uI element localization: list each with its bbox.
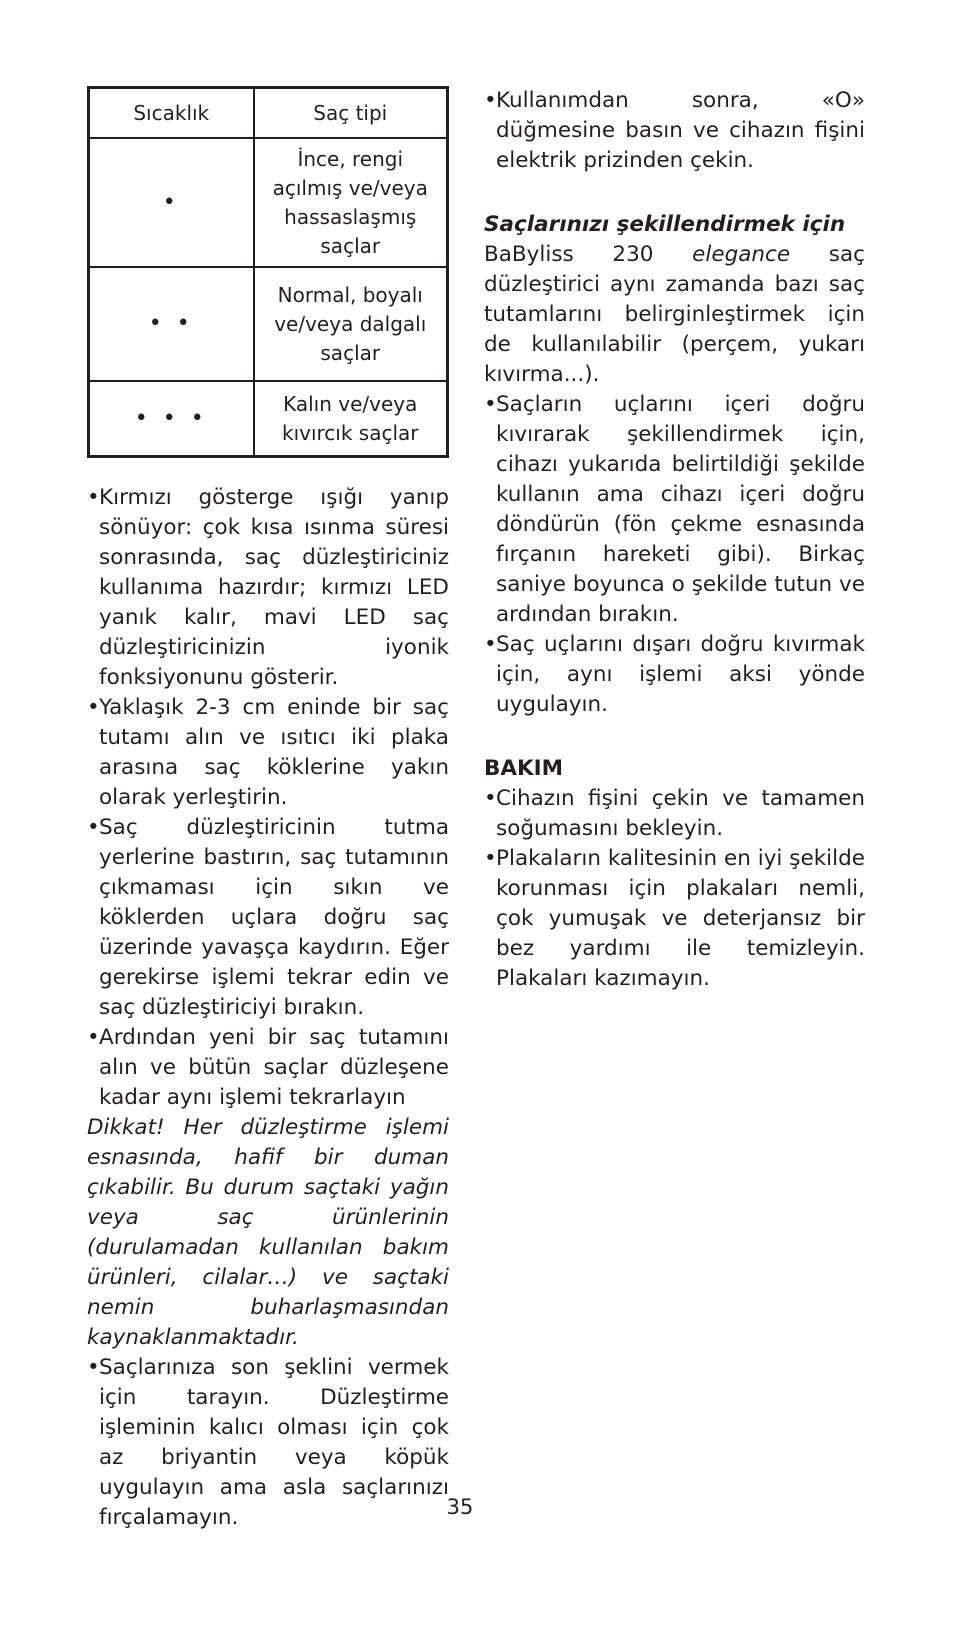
list-item: • Saçlarınıza son şeklini vermek için tarayın. Düzleştirme işleminin kalıcı olması için çok az briyantin veya köpük uygulayın ama asla saçlarınızı fırçalamayın. [87, 1353, 449, 1533]
table-row [89, 267, 448, 381]
caution-note: Dikkat! Her düzleştirme işlemi esnasında, hafif bir duman çıkabilir. Bu durum saçtaki yağın veya saç ürünlerinin (durulamadan kullanılan bakım ürünleri, cilalar…) ve saçtaki nemin buharlaşmasından kaynaklanmaktadır. [87, 1115, 449, 1350]
table-header-row [89, 88, 448, 139]
list-item: • Cihazın fişini çekin ve tamamen soğumasını bekleyin. [484, 784, 865, 844]
list-item: • Saç düzleştiricinin tutma yerlerine bastırın, saç tutamının çıkmaması için sıkın ve köklerden uçlara doğru saç üzerinde yavaşça kaydırın. Eğer gerekirse işlemi tekrar edin ve saç düzleştiriciyi bırakın. [87, 813, 449, 1023]
list-item: • Kullanımdan sonra, «O» düğmesine basın ve cihazın fişini elektrik prizinden çekin. [484, 86, 865, 176]
list-item: • Saçların uçlarını içeri doğru kıvırarak şekillendirmek için, cihazı yukarıda belirtildiği şekilde kullanın ama cihazı içeri doğru döndürün (fön çekme esnasında fırçanın hareketi gibi). Birkaç saniye boyunca o şekilde tutun ve ardından bırakın. [484, 390, 865, 630]
product-name-italic: elegance [692, 242, 791, 267]
hair-type-cell: Normal, boyalı ve/veya dalgalı saçlar [254, 267, 448, 381]
right-column [484, 86, 865, 994]
styling-paragraph [484, 240, 865, 390]
list-item: • Plakaların kalitesinin en iyi şekilde korunması için plakaları nemli, çok yumuşak ve deterjansız bir bez yardımı ile temizleyin. Plakaları kazımayın. [484, 844, 865, 994]
table-row [89, 381, 448, 457]
temperature-table [87, 86, 449, 458]
styling-text-start: BaByliss 230 [484, 242, 654, 267]
styling-list [484, 390, 865, 720]
temperature-dots: • [89, 138, 254, 267]
styling-text-end: saç düzleştirici aynı zamanda bazı saç tutamlarını belirginleştirmek için de kullanılabilir (perçem, yukarı kıvırma...). [484, 242, 865, 387]
header-temperature: Sıcaklık [89, 88, 254, 139]
list-item: • Kırmızı gösterge ışığı yanıp sönüyor: çok kısa ısınma süresi sonrasında, saç düzleştiriciniz kullanıma hazırdır; kırmızı LED yanık kalır, mavi LED saç düzleştiricinizin iyonik fonksiyonunu gösterir. [87, 483, 449, 693]
care-list [484, 784, 865, 994]
page-number: 35 [446, 1495, 474, 1519]
list-item: • Yaklaşık 2-3 cm eninde bir saç tutamı alın ve ısıtıcı iki plaka arasına saç köklerine yakın olarak yerleştirin. [87, 693, 449, 813]
table-row [89, 138, 448, 267]
temperature-dots: • • • [89, 381, 254, 457]
instructions-list [87, 483, 449, 1113]
hair-type-cell: İnce, rengi açılmış ve/veya hassaslaşmış saçlar [254, 138, 448, 267]
left-column [87, 86, 449, 1533]
hair-type-cell: Kalın ve/veya kıvırcık saçlar [254, 381, 448, 457]
after-use-list [484, 86, 865, 176]
care-heading: BAKIM [484, 756, 564, 781]
styling-heading: Saçlarınızı şekillendirmek için [484, 212, 846, 237]
header-hair-type: Saç tipi [254, 88, 448, 139]
temperature-dots: • • [89, 267, 254, 381]
list-item: • Saç uçlarını dışarı doğru kıvırmak için, aynı işlemi aksi yönde uygulayın. [484, 630, 865, 720]
list-item: • Ardından yeni bir saç tutamını alın ve bütün saçlar düzleşene kadar aynı işlemi tekrarlayın [87, 1023, 449, 1113]
